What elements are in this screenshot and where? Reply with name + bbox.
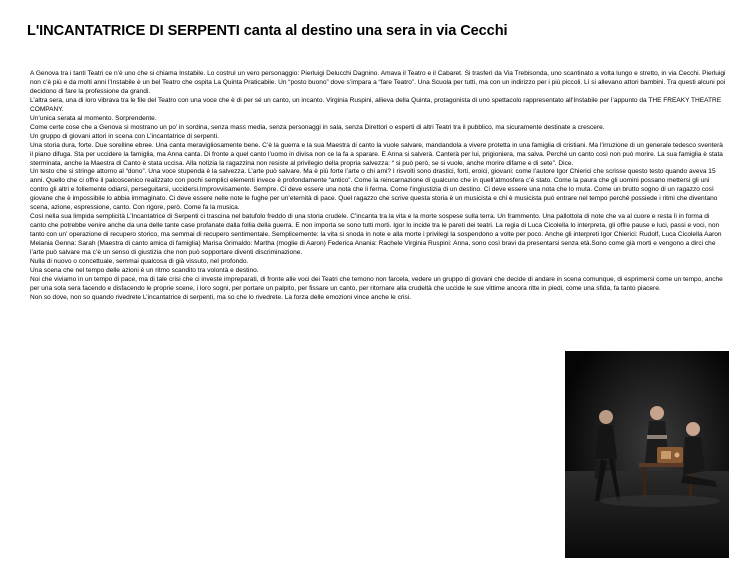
paragraph: Così nella sua limpida semplicità L’Incantatrice di Serpenti ci trascina nel batufolo freddo di una storia crudele. C’incanta tra la vita e la morte sospese sulla terra. Un frammento. Una pallottola di note che va al cuore e resta lì in forma di canto che potrebbe venire anche da una delle tante case profanate dalla follia della guerra. E non importa se sono tutti morti. Igor lo incide tra le pareti dei teatri. La regia di Luca Cicolella lo interpreta, gli offre pause e luci, passi e voci, non tanto con un’ operazione di recupero storico, ma semmai di recupero sentimentale. Semplicemente: la vita si snoda in note e alla morte i privilegi la sospendono a volte per poco. Anche gli interpreti Igor Chierici: Rudolf, Luca Cicolella Aaron Melania Genna: Sarah (Maestra di canto amica di famiglia) Marisa Grimaldo: Martha (moglie di Aaron) Federica Anania: Rachele Virginia Ruspini: Anna, sono così bravi da presentarsi senza età.Sono come già morti e vengono a dirci che l’arte può salvare ma c’è un senso di giustizia che non può sopportare diventi discriminazione. bbox=[30, 213, 722, 257]
paragraph: Un testo che si stringe attorno al “dono”. Una voce stupenda è la salvezza. L’arte può salvare. Ma è più forte l’arte o chi ami? I risvolti sono drastici, forti, eroici, giovani: come l’autore Igor Chierici che scrisse questo testo quando aveva 15 anni. Quello che ci offre il palcoscenico realizzato con pochi semplici elementi invece è profondamente “antico”. Come la reincarnazione di qualcuno che in quell’atmosfera c’è stato. Come la paura che gli uomini possano mettersi gli uni contro gli altri e follemente odiarsi, perseguitarsi, uccidersi.Improvvisamente. Sempre. Ci deve essere una nota che li ferma. Come l’ingiustizia di un destino. Ci deve essere una nota che lo muta. Come un brutto sogno di un ragazzo così giovane che è impossibile lo abbia immaginato. Ci deve essere nelle note le fughe per un’eternità di pace. Quel ragazzo che scrive questa storia è un musicista e chi è musicista può entrare nel tempo perché possiede i ritmi che diventano scena, azione, espressione, canto. Con rigore, però. Come fa la musica. bbox=[30, 168, 718, 212]
paragraph: Noi che viviamo in un tempo di pace, ma di tale crisi che ci investe impreparati, di fronte alle voci dei Teatri che temono non farcela, vedere un gruppo di giovani che decide di andare in scena comunque, di esprimersi come un tempo, anche per una sola sera facendo e disfacendo le proprie scene, i loro sogni, per portare un palpito, per fissare un canto, per ritornare alla crudeltà che uccide le sue vittime ancora ritte in piedi, come una sfida, fa tanto piacere. bbox=[30, 275, 723, 292]
article-title: L'INCANTATRICE DI SERPENTI canta al destino una sera in via Cecchi bbox=[27, 23, 508, 39]
paragraph: Nulla di nuovo o concettuale, semmai qualcosa di già vissuto, nel profondo. bbox=[30, 258, 249, 266]
paragraph: Una scena che nel tempo delle azioni è un ritmo scandito tra volontà e destino. bbox=[30, 266, 259, 274]
stage-photo bbox=[565, 351, 729, 558]
paragraph: Un gruppo di giovani attori in scena con L’incantatrice di serpenti. bbox=[30, 132, 219, 140]
paragraph: Non so dove, non so quando rivedrete L’incantatrice di serpenti, ma so che lo rivedrete. La forza delle emozioni vince anche le crisi. bbox=[30, 293, 412, 301]
paragraph: Una storia dura, forte. Due sorelline ebree. Una canta meravigliosamente bene. C’è la guerra e la sua Maestra di canto la vuole salvare, mandandola a vivere protetta in una famiglia di cristiani. Ma l’irruzione di un generale tedesco sventerà il piano difuga. Sta per uccidere la famiglia, ma Anna canta. Di fronte a quel canto l’uomo in divisa non ce la fa a sparare. E Anna si salverà. Canterà per lui, prigioniera, ma salva. Perché un canto così non può morire. La sua famiglia è stata sterminata, anche la Maestra di Canto è stata uccisa. Alla notizia la ragazzina non resiste al privilegio della propria salvezza: “ si può però, se si vuole, anche morire difame e di sete”. Dice. bbox=[30, 141, 723, 167]
paragraph: Come certe cose che a Genova si mostrano un po’ in sordina, senza mass media, senza personaggi in sala, senza Direttori o esperti di altri Teatri tra il pubblico, ma sicuramente destinate a crescere. bbox=[30, 123, 605, 131]
paragraph: Un’unica serata al momento. Sorprendente. bbox=[30, 114, 157, 122]
stage-scene-illustration bbox=[565, 351, 729, 558]
paragraph: L’altra sera, una di loro vibrava tra le file del Teatro con una voce che è di per sé un canto, un incanto. Virginia Ruspini, allieva della Quinta, protagonista di uno spettacolo rappresentato all’Instabile per l’appunto da THE FREAKY THEATRE COMPANY. bbox=[30, 96, 722, 113]
paragraph: A Genova tra i tanti Teatri ce n’è uno che si chiama Instabile. Lo costruì un vero personaggio: Pierluigi Delucchi Dagnino. Amava il Teatro e il Cabaret. Si trasferì da Via Trebisonda, uno scantinato a volta lungo e stretto, in via Cecchi. Pierluigi non c’è più e da molti anni l’Instabile è un bel Teatro che ospita La Quinta Praticabile. Un “posto buono” dove s’impara a “fare Teatro”. Una Scuola per tutti, ma con un indirizzo per i più piccoli. Lì si allevano attori bambini. Tra questi alcuni poi decidono di fare la professione da grandi. bbox=[30, 70, 726, 95]
article-body bbox=[30, 70, 726, 303]
